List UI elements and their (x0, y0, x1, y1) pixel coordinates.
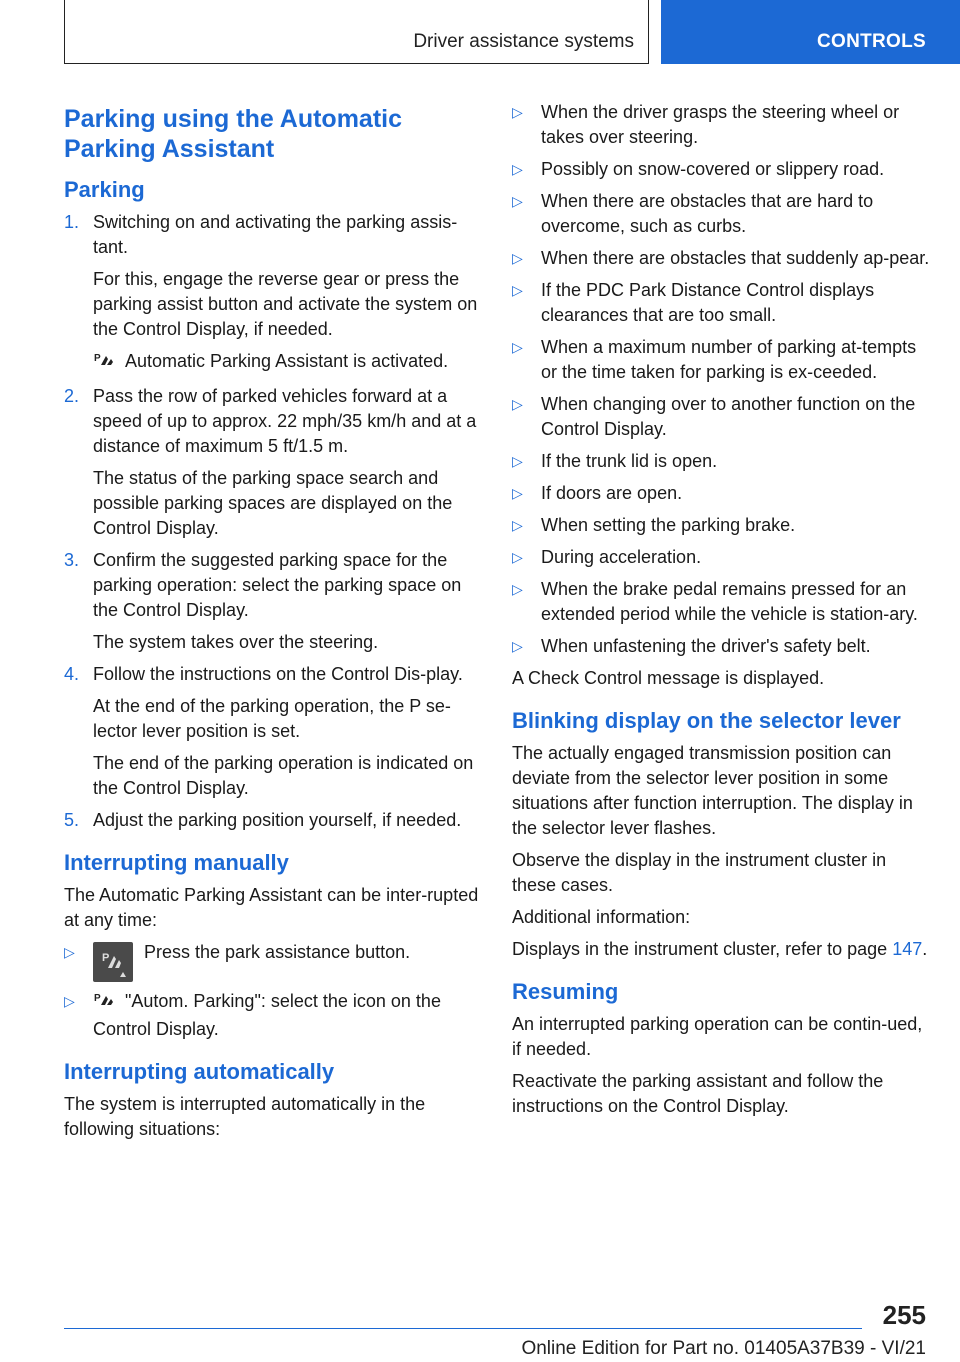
list-item (512, 449, 932, 474)
list-item (512, 335, 932, 385)
list-item (512, 634, 932, 659)
page-link[interactable]: 147 (892, 939, 923, 959)
edition-footer: Online Edition for Part no. 01405A37B39 - VI/21 (521, 1338, 926, 1359)
step-number: 1. (64, 212, 80, 232)
bullet-triangle-icon: ▷ (64, 944, 75, 960)
list-item (512, 278, 932, 328)
step-1 (64, 210, 484, 377)
bullet-triangle-icon: ▷ (512, 104, 523, 120)
step-number: 4. (64, 664, 80, 684)
blinking-display-heading: Blinking display on the selector lever (512, 708, 901, 733)
bullet-triangle-icon: ▷ (512, 485, 523, 501)
list-item (512, 481, 932, 506)
list-item (512, 545, 932, 570)
resume-paragraph: Reactivate the parking assistant and follow the instructions on the Control Display. (512, 1071, 884, 1116)
parking-assistant-icon (93, 350, 119, 377)
step-text: Pass the row of parked vehicles forward at a speed of up to approx. 22 mph/35 km/h and at a distance of maximum 5 ft/1.5 m. (93, 386, 477, 456)
chapter-title: CONTROLS (816, 31, 926, 52)
bullet-text: When unfastening the driver's safety belt. (541, 636, 871, 656)
bullet-triangle-icon: ▷ (512, 517, 523, 533)
step-text: Follow the instructions on the Control Dis-play. (93, 664, 463, 684)
parking-heading: Parking (64, 177, 145, 202)
right-column (512, 100, 932, 1126)
chapter-tab (661, 0, 960, 64)
list-item (64, 989, 484, 1042)
bullet-triangle-icon: ▷ (512, 453, 523, 469)
step-text: At the end of the parking operation, the P se-lector lever position is set. (93, 696, 451, 741)
step-icon-text: Automatic Parking Assistant is activated. (125, 351, 449, 371)
reference-end: . (922, 939, 928, 959)
bullet-text: If the trunk lid is open. (541, 451, 718, 471)
interrupting-manually-heading: Interrupting manually (64, 850, 289, 875)
list-item (512, 577, 932, 627)
bullet-triangle-icon: ▷ (512, 638, 523, 654)
bullet-triangle-icon: ▷ (512, 396, 523, 412)
left-column (64, 100, 484, 1149)
page-header (0, 0, 960, 66)
bullet-text: When a maximum number of parking at-tempts or the time taken for parking is ex-ceeded. (541, 337, 917, 382)
reference-text: Displays in the instrument cluster, refer to page (512, 939, 893, 959)
list-item (512, 513, 932, 538)
bullet-text: If the PDC Park Distance Control displays clearances that are too small. (541, 280, 875, 325)
bullet-text: When there are obstacles that suddenly ap-pear. (541, 248, 930, 268)
resuming-heading: Resuming (512, 979, 619, 1004)
step-text: Adjust the parking position yourself, if needed. (93, 810, 462, 830)
step-4 (64, 662, 484, 801)
bullet-triangle-icon: ▷ (512, 282, 523, 298)
step-text: The status of the parking space search and possible parking spaces are displayed on the Control Display. (93, 468, 453, 538)
blink-paragraph: Observe the display in the instrument cluster in these cases. (512, 850, 887, 895)
svg-text:P: P (102, 952, 110, 964)
blink-paragraph: Additional information: (512, 907, 691, 927)
step-text: For this, engage the reverse gear or press the parking assist button and activate the system on the Control Display, if needed. (93, 269, 478, 339)
step-number: 5. (64, 810, 80, 830)
auto-intro: The system is interrupted automatically in the following situations: (64, 1094, 426, 1139)
step-2 (64, 384, 484, 541)
footer-divider (64, 1328, 862, 1329)
section-tab (64, 0, 649, 64)
check-control-text: A Check Control message is displayed. (512, 668, 825, 688)
bullet-triangle-icon: ▷ (512, 161, 523, 177)
step-5 (64, 808, 484, 833)
list-item (512, 189, 932, 239)
park-assist-button-icon (93, 942, 133, 982)
step-text: Switching on and activating the parking assis-tant. (93, 212, 458, 257)
resume-paragraph: An interrupted parking operation can be contin-ued, if needed. (512, 1014, 923, 1059)
bullet-triangle-icon: ▷ (512, 339, 523, 355)
list-item (512, 246, 932, 271)
section-title: Driver assistance systems (413, 31, 634, 52)
page-number: 255 (882, 1300, 926, 1330)
bullet-text: When changing over to another function on the Control Display. (541, 394, 916, 439)
list-item (512, 100, 932, 150)
bullet-triangle-icon: ▷ (512, 549, 523, 565)
step-text: Confirm the suggested parking space for the parking operation: select the parking space on the Control Display. (93, 550, 462, 620)
blink-paragraph: The actually engaged transmission position can deviate from the selector lever position in some situations after function interruption. The display in the selector lever flashes. (512, 743, 913, 838)
bullet-triangle-icon: ▷ (512, 250, 523, 266)
step-icon-line (93, 349, 484, 377)
bullet-text: Possibly on snow-covered or slippery road. (541, 159, 885, 179)
page-title: Parking using the Automatic Parking Assistant (64, 105, 403, 163)
bullet-text: When setting the parking brake. (541, 515, 796, 535)
step-number: 2. (64, 386, 80, 406)
bullet-text: "Autom. Parking": select the icon on the Control Display. (93, 991, 441, 1039)
svg-text:P: P (94, 993, 101, 1004)
list-item (512, 157, 932, 182)
step-text: The system takes over the steering. (93, 632, 379, 652)
interrupting-automatically-heading: Interrupting automatically (64, 1059, 335, 1084)
list-item (512, 392, 932, 442)
bullet-triangle-icon: ▷ (512, 193, 523, 209)
step-number: 3. (64, 550, 80, 570)
bullet-triangle-icon: ▷ (64, 993, 75, 1009)
bullet-text: Press the park assistance button. (144, 942, 411, 962)
bullet-triangle-icon: ▷ (512, 581, 523, 597)
list-item (64, 940, 484, 982)
parking-assistant-icon (93, 990, 119, 1017)
svg-text:P: P (94, 353, 101, 364)
blink-reference (512, 937, 932, 962)
bullet-text: During acceleration. (541, 547, 702, 567)
step-3 (64, 548, 484, 655)
step-text: The end of the parking operation is indicated on the Control Display. (93, 753, 474, 798)
interruption-list (512, 100, 932, 659)
bullet-text: When the driver grasps the steering wheel or takes over steering. (541, 102, 900, 147)
bullet-text: When the brake pedal remains pressed for an extended period while the vehicle is station-ary. (541, 579, 918, 624)
manual-intro: The Automatic Parking Assistant can be inter-rupted at any time: (64, 885, 479, 930)
bullet-text: When there are obstacles that are hard to overcome, such as curbs. (541, 191, 874, 236)
bullet-text: If doors are open. (541, 483, 683, 503)
